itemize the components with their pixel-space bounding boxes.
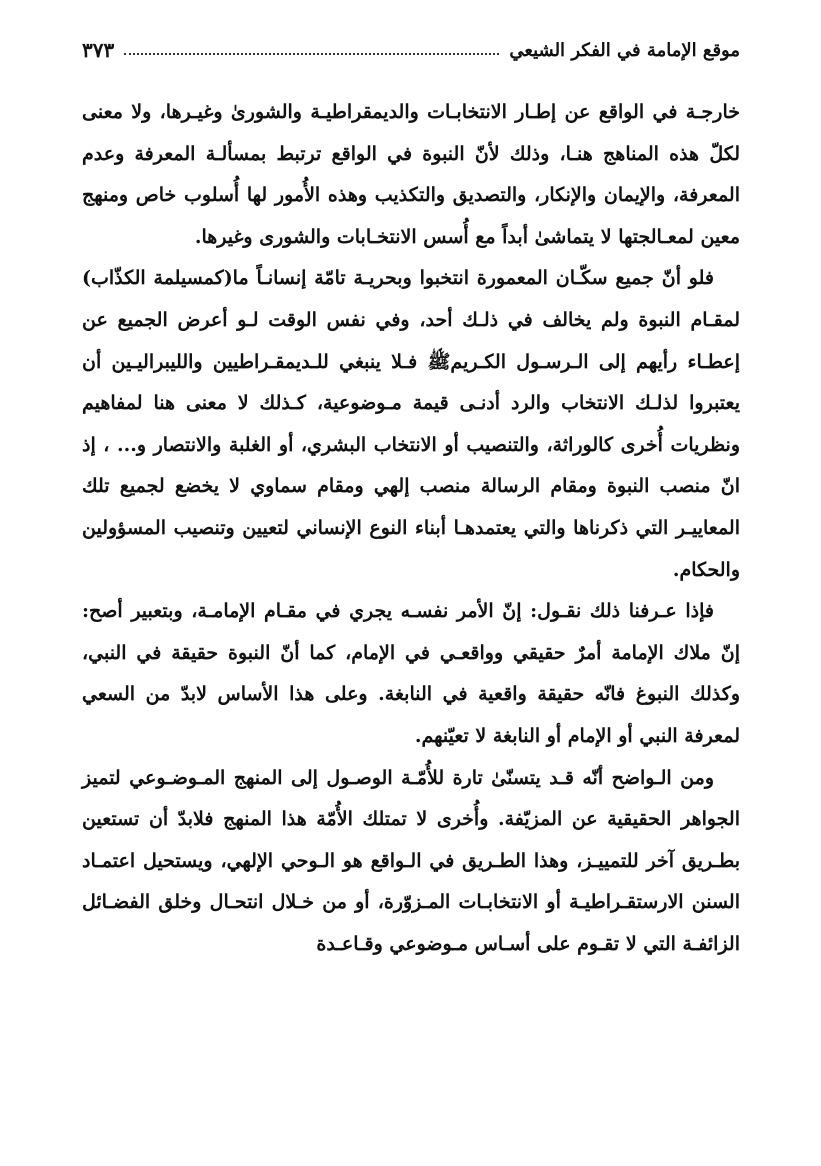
paragraph: فلو أنّ جميع سكّـان المعمورة انتخبوا وبحريـة تامّة إنسانـاً ما(كمسيلمة الكذّاب) لمقـام النبوة ولم يخالف في ذلـك أحد، وفي نفس الوقت لـو أعرض الجميع عن إعطـاء رأيهم إلى الـرسـول الكـريمﷺ فـلا ينبغي للـديمقـراطيين والليبراليـين أن يعتبروا لذلـك الانتخاب والرد أدنـى قيمة مـوضوعية، كـذلك لا معنى هنا لمفاهيم ونظريات أُخرى كالوراثة، والتنصيب أو الانتخاب البشري، أو الغلبة والانتصار و... ، إذ انّ منصب النبوة ومقام الرسالة منصب إلهي ومقام سماوي لا يخضع لجميع تلك المعاييـر التي ذكرناها والتي يعتمدهـا أبناء النوع الإنساني لتعيين وتنصيب المسؤولين والحكام. [82,267,740,581]
paragraph: ومن الـواضح أنّه قـد يتسنّىٰ تارة للأُمّـة الوصـول إلى المنهج المـوضـوعي لتميز الجواهر الحقيقية عن المزيّفة. وأُخرى لا تمتلك الأُمّة هذا المنهج فلابدّ أن تستعين بطـريق آخر للتمييـز، وهذا الطـريق في الـواقع هو الـوحي الإلهي، ويستحيل اعتمـاد السنن الارستقـراطيـة أو الانتخابـات المـزوّرة، أو من خـلال انتحـال وخلق الفضـائل الزائفـة التي لا تقـوم على أسـاس مـوضوعي وقـاعـدة [82,766,740,955]
running-title: موقع الإمامة في الفكر الشيعي [509,39,740,61]
paragraph: خارجـة في الواقع عن إطـار الانتخابـات والديمقراطيـة والشورىٰ وغيـرها، ولا معنى لكلّ هذه المناهج هنـا، وذلك لأنّ النبوة في الواقع ترتبط بمسألـة المعرفة وعدم المعرفة، والإيمان والإنكار، والتصديق والتكذيب وهذه الأُمور لها أُسلوب خاص ومنهج معين لمعـالجتها لا يتماشىٰ أبداً مع أُسس الانتخـابات والشورى وغيرها. [82,101,740,248]
body-text [82,92,740,965]
page-number: ٣٧٣ [82,38,115,62]
dotted-leader [124,53,499,55]
paragraph: فإذا عـرفنا ذلك نقـول: إنّ الأمر نفسـه يجري في مقـام الإمامـة، وبتعبير أصح: إنّ ملاك الإمامة أمرٌ حقيقي وواقعـي في الإمام، كما أنّ النبوة حقيقة في النبي، وكذلك النبوغ فانّه حقيقة واقعية في النابغة. وعلى هذا الأساس لابدّ من السعي لمعرفة النبي أو الإمام أو النابغة لا تعيّنهم. [82,600,740,747]
book-page [82,30,740,1140]
running-header [82,30,740,70]
